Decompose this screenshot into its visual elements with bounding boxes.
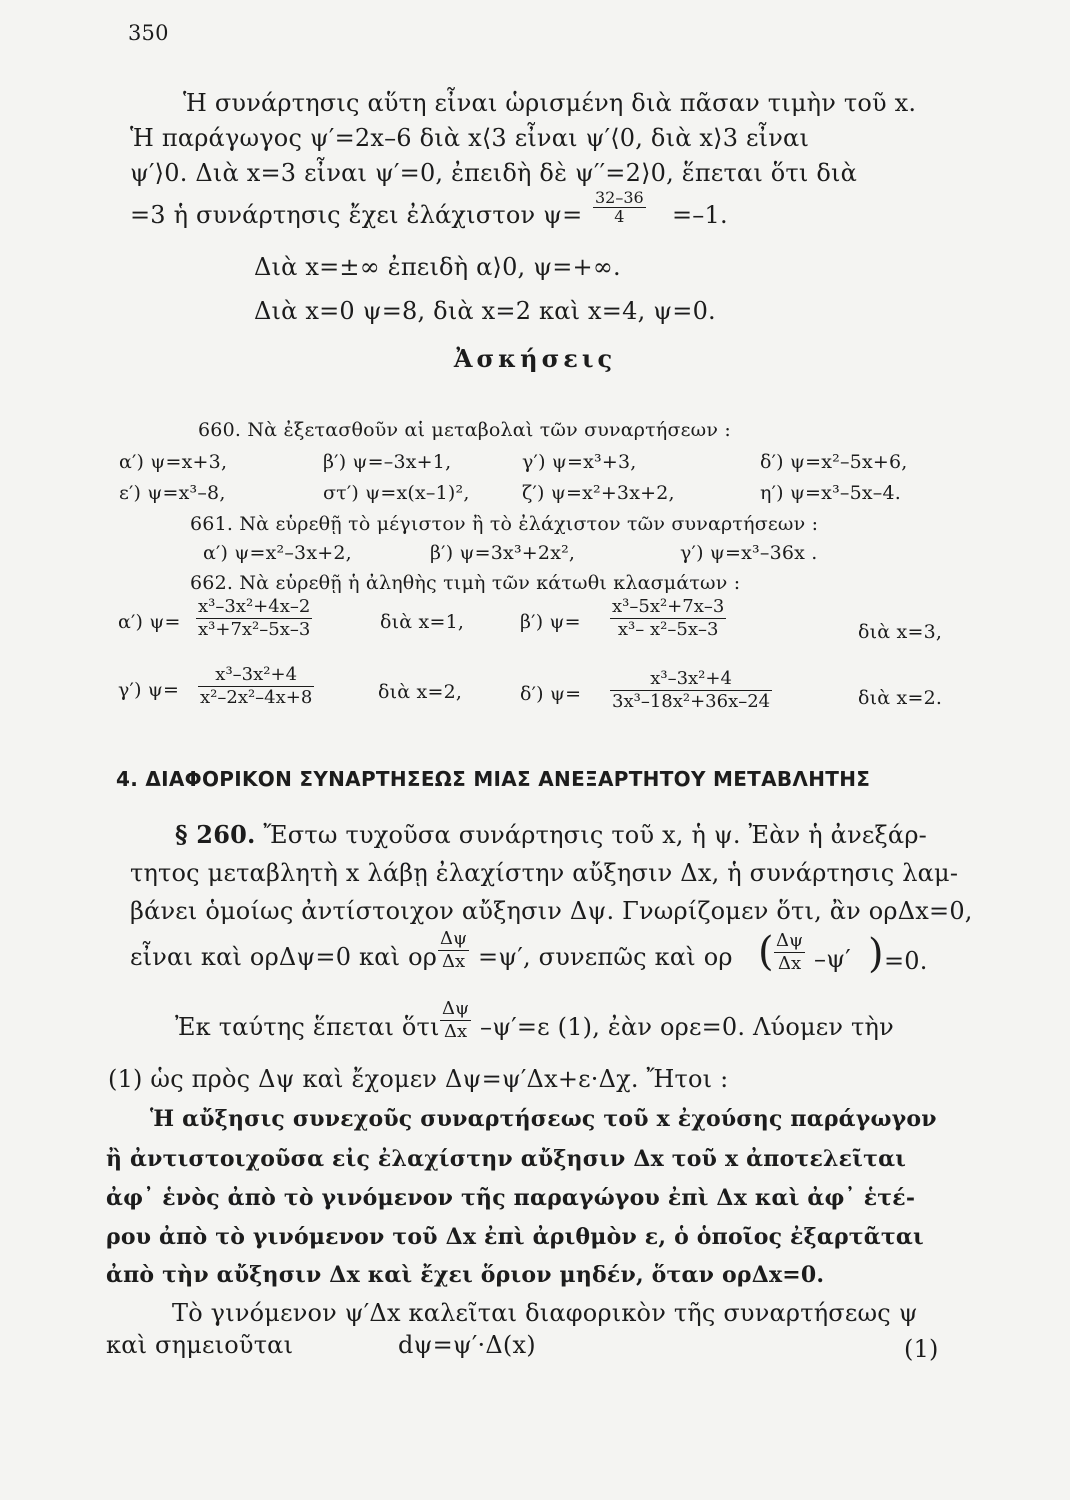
exercise-660-e: ε′) ψ=x³–8, bbox=[119, 482, 226, 504]
paragraph-260-line-1 bbox=[175, 820, 927, 850]
intro-line-3: ψ′⟩0. Διὰ x=3 εἶναι ψ′=0, ἐπειδὴ δὲ ψ′′=2⟩0, ἕπεται ὅτι διὰ bbox=[130, 159, 858, 187]
exercise-662-d-numerator: x³–3x²+4 bbox=[650, 668, 732, 689]
derivative-fraction-2 bbox=[774, 930, 805, 975]
paragraph-260-line-5-end: –ψ′=ε (1), ἐὰν ορε=0. Λύομεν τὴν bbox=[480, 1013, 894, 1041]
exercise-660-b: β′) ψ=–3x+1, bbox=[323, 451, 452, 473]
paragraph-260-line-4-middle: =ψ′, συνεπῶς καὶ ορ bbox=[478, 943, 733, 971]
open-parenthesis: ( bbox=[758, 929, 774, 975]
intro-fraction bbox=[593, 189, 646, 226]
exercise-662-c-fraction bbox=[198, 664, 314, 709]
exercise-662-a-fraction bbox=[196, 596, 312, 641]
paragraph-260-line-5-start: Ἐκ ταύτης ἕπεται ὅτι bbox=[175, 1013, 440, 1041]
exercise-661-b: β′) ψ=3x³+2x², bbox=[430, 542, 576, 564]
exercise-662-b-numerator: x³–5x²+7x–3 bbox=[612, 596, 725, 617]
exercise-662-a-numerator: x³–3x²+4x–2 bbox=[198, 596, 311, 617]
closing-line-1: Τὸ γινόμενον ψ′Δx καλεῖται διαφορικὸν τῆς συναρτήσεως ψ bbox=[172, 1299, 918, 1327]
derivative-fraction-2-numerator: Δψ bbox=[776, 930, 804, 951]
section-number: § 260. bbox=[175, 820, 256, 849]
exercise-662-b-label: β′) ψ= bbox=[520, 611, 581, 633]
exercise-660-title: 660. Νὰ ἐξετασθοῦν αἱ μεταβολαὶ τῶν συναρτήσεων : bbox=[198, 419, 731, 441]
theorem-line-3: ἀφ᾽ ἑνὸς ἀπὸ τὸ γινόμενον τῆς παραγώγου ἐπὶ Δx καὶ ἀφ᾽ ἑτέ- bbox=[106, 1185, 916, 1211]
exercise-660-d: δ′) ψ=x²–5x+6, bbox=[760, 451, 908, 473]
exercise-662-c-denominator: x²–2x²–4x+8 bbox=[200, 687, 313, 708]
theorem-line-1: Ἡ αὔξησις συνεχοῦς συναρτήσεως τοῦ x ἐχούσης παράγωγον bbox=[150, 1106, 937, 1132]
paragraph-260-line-6: (1) ὡς πρὸς Δψ καὶ ἔχομεν Δψ=ψ′Δx+ε·Δχ. Ἤτοι : bbox=[108, 1065, 729, 1093]
exercise-662-a-condition: διὰ x=1, bbox=[380, 611, 465, 633]
derivative-fraction-2-denominator: Δx bbox=[774, 952, 805, 975]
derivative-fraction-1-numerator: Δψ bbox=[440, 928, 468, 949]
theorem-line-2: ἢ ἀντιστοιχοῦσα εἰς ἐλαχίστην αὔξησιν Δx τοῦ x ἀποτελεῖται bbox=[106, 1146, 907, 1172]
exercise-660-a: α′) ψ=x+3, bbox=[119, 451, 228, 473]
paragraph-260-line-4-end: =0. bbox=[884, 947, 928, 975]
exercise-662-c-label: γ′) ψ= bbox=[118, 679, 180, 701]
exercise-660-f: στ′) ψ=x(x–1)², bbox=[323, 482, 470, 504]
exercise-660-g: ζ′) ψ=x²+3x+2, bbox=[522, 482, 675, 504]
intro-line-1: Ἡ συνάρτησις αὕτη εἶναι ὡρισμένη διὰ πᾶσαν τιμὴν τοῦ x. bbox=[183, 89, 917, 117]
exercise-662-b-denominator: x³– x²–5x–3 bbox=[610, 618, 726, 641]
exercise-662-b-condition: διὰ x=3, bbox=[858, 621, 943, 643]
equation-number: (1) bbox=[904, 1335, 939, 1363]
exercise-662-d-fraction bbox=[610, 668, 772, 713]
intro-line-2: Ἡ παράγωγος ψ′=2x–6 διὰ x⟨3 εἶναι ψ′⟨0, διὰ x⟩3 εἶναι bbox=[130, 124, 810, 152]
close-parenthesis: ) bbox=[868, 931, 884, 977]
exercise-662-c-numerator: x³–3x²+4 bbox=[215, 664, 298, 685]
theorem-line-4: ρου ἀπὸ τὸ γινόμενον τοῦ Δx ἐπὶ ἀριθμὸν ε, ὁ ὁποῖος ἐξαρτᾶται bbox=[106, 1224, 924, 1250]
derivative-fraction-1 bbox=[438, 928, 469, 973]
derivative-fraction-3 bbox=[440, 998, 471, 1043]
exercise-662-a-denominator: x³+7x²–5x–3 bbox=[198, 619, 311, 640]
section-heading: 4. ΔΙΑΦΟΡΙΚΟΝ ΣΥΝΑΡΤΗΣΕΩΣ ΜΙΑΣ ΑΝΕΞΑΡΤΗΤΟΥ ΜΕΤΑΒΛΗΤΗΣ bbox=[116, 767, 871, 791]
intro-fraction-numerator: 32–36 bbox=[595, 188, 644, 207]
intro-line-4-result: =–1. bbox=[672, 201, 728, 229]
paragraph-260-line-3: βάνει ὁμοίως ἀντίστοιχον αὔξησιν Δψ. Γνωρίζομεν ὅτι, ἂν ορΔx=0, bbox=[130, 897, 973, 925]
exercise-661-a: α′) ψ=x²–3x+2, bbox=[203, 542, 352, 564]
derivative-fraction-1-denominator: Δx bbox=[438, 950, 469, 973]
exercise-662-c-condition: διὰ x=2, bbox=[378, 681, 463, 703]
exercises-heading: Ἀσκήσεις bbox=[453, 344, 617, 373]
derivative-fraction-3-denominator: Δx bbox=[440, 1020, 471, 1043]
paragraph-260-line-2: τητος μεταβλητὴ x λάβῃ ἐλαχίστην αὔξησιν Δx, ἡ συνάρτησις λαμ- bbox=[130, 859, 959, 887]
exercise-662-a-label: α′) ψ= bbox=[118, 611, 181, 633]
intro-line-6: Διὰ x=0 ψ=8, διὰ x=2 καὶ x=4, ψ=0. bbox=[254, 297, 716, 325]
paragraph-260-line-1-text: Ἔστω τυχοῦσα συνάρτησις τοῦ x, ἡ ψ. Ἐὰν ἡ ἀνεξάρ- bbox=[263, 821, 927, 849]
exercise-660-h: η′) ψ=x³–5x–4. bbox=[760, 482, 902, 504]
exercise-662-d-condition: διὰ x=2. bbox=[858, 687, 943, 709]
differential-formula: dψ=ψ′·Δ(x) bbox=[398, 1331, 536, 1359]
paragraph-260-line-4-start: εἶναι καὶ ορΔψ=0 καὶ ορ bbox=[130, 943, 438, 971]
exercise-662-b-fraction bbox=[610, 596, 726, 641]
theorem-line-5: ἀπὸ τὴν αὔξησιν Δx καὶ ἔχει ὅριον μηδέν, ὅταν ορΔx=0. bbox=[106, 1262, 825, 1288]
derivative-fraction-3-numerator: Δψ bbox=[442, 998, 470, 1019]
exercise-662-d-label: δ′) ψ= bbox=[520, 683, 582, 705]
intro-line-4 bbox=[130, 200, 582, 230]
intro-line-4-text: =3 ἡ συνάρτησις ἔχει ἐλάχιστον ψ= bbox=[130, 201, 583, 229]
exercise-661-c: γ′) ψ=x³–36x . bbox=[680, 542, 818, 564]
page-number: 350 bbox=[128, 21, 169, 45]
exercise-660-c: γ′) ψ=x³+3, bbox=[522, 451, 637, 473]
exercise-662-title: 662. Νὰ εὑρεθῇ ἡ ἀληθὴς τιμὴ τῶν κάτωθι κλασμάτων : bbox=[190, 572, 741, 594]
exercise-662-d-denominator: 3x³–18x²+36x–24 bbox=[612, 691, 771, 712]
paragraph-260-line-4-minus: –ψ′ bbox=[814, 945, 851, 973]
intro-line-5: Διὰ x=±∞ ἐπειδὴ α⟩0, ψ=+∞. bbox=[254, 253, 621, 281]
exercise-661-title: 661. Νὰ εὑρεθῇ τὸ μέγιστον ἢ τὸ ἐλάχιστον τῶν συναρτήσεων : bbox=[190, 513, 819, 535]
closing-line-2: καὶ σημειοῦται bbox=[106, 1331, 294, 1359]
intro-fraction-denominator: 4 bbox=[593, 207, 646, 226]
